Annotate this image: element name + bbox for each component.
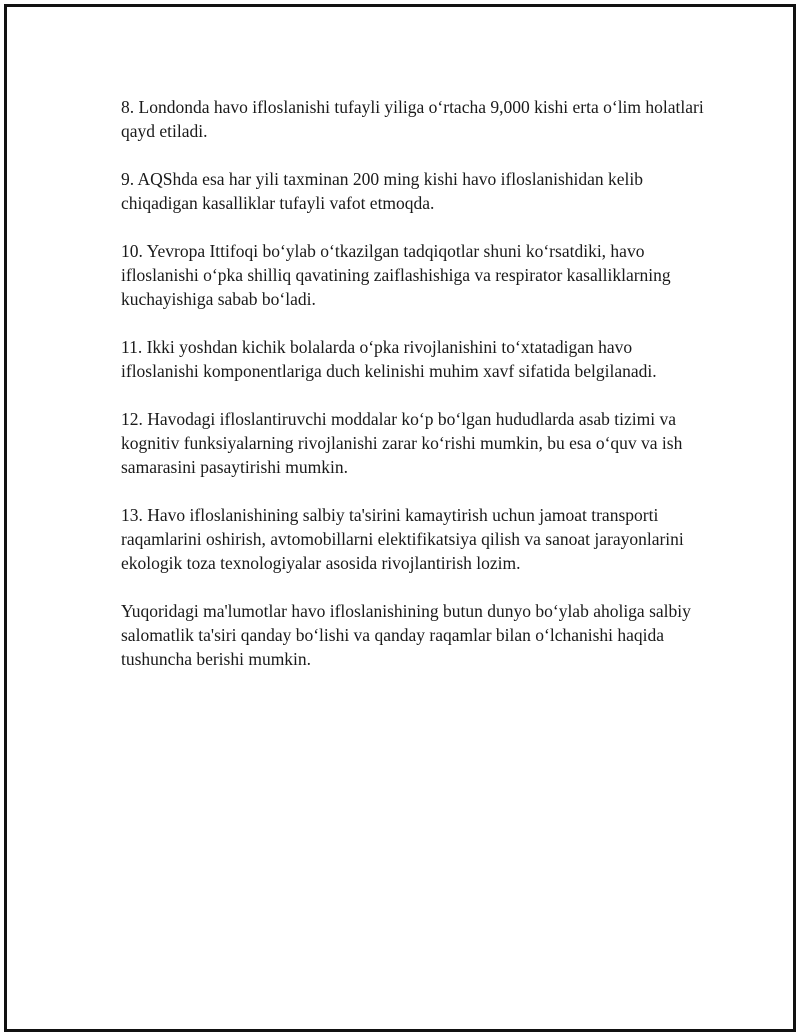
conclusion-paragraph: Yuqoridagi ma'lumotlar havo ifloslanishining butun dunyo bo‘ylab aholiga salbiy salomatlik ta'siri qanday bo‘lishi va qanday raqamlar bilan o‘lchanishi haqida tushuncha berishi mumkin. bbox=[121, 601, 691, 669]
paragraph-item-11: 11. Ikki yoshdan kichik bolalarda o‘pka rivojlanishini to‘xtatadigan havo ifloslanishi komponentlariga duch kelinishi muhim xavf sifatida belgilanadi. bbox=[121, 337, 657, 381]
paragraph-item-10: 10. Yevropa Ittifoqi bo‘ylab o‘tkazilgan tadqiqotlar shuni ko‘rsatdiki, havo ifloslanishi o‘pka shilliq qavatining zaiflashishiga va respirator kasalliklarning kuchayishiga sabab bo‘ladi. bbox=[121, 241, 671, 309]
paragraph-item-13: 13. Havo ifloslanishining salbiy ta'sirini kamaytirish uchun jamoat transporti raqamlarini oshirish, avtomobillarni elektifikatsiya qilish va sanoat jarayonlarini ekologik toza texnologiyalar asosida rivojlantirish lozim. bbox=[121, 505, 684, 573]
paragraph-item-9: 9. AQShda esa har yili taxminan 200 ming kishi havo ifloslanishidan kelib chiqadigan kasalliklar tufayli vafot etmoqda. bbox=[121, 169, 644, 213]
paragraph-item-12: 12. Havodagi ifloslantiruvchi moddalar ko‘p bo‘lgan hududlarda asab tizimi va kognitiv funksiyalarning rivojlanishi zarar ko‘rishi mumkin, bu esa o‘quv va ish samarasini pasaytirishi mumkin. bbox=[121, 409, 683, 477]
document-body bbox=[121, 95, 707, 695]
page-frame bbox=[4, 4, 796, 1032]
paragraph-item-8: 8. Londonda havo ifloslanishi tufayli yiliga o‘rtacha 9,000 kishi erta o‘lim holatlari qayd etiladi. bbox=[121, 97, 704, 141]
